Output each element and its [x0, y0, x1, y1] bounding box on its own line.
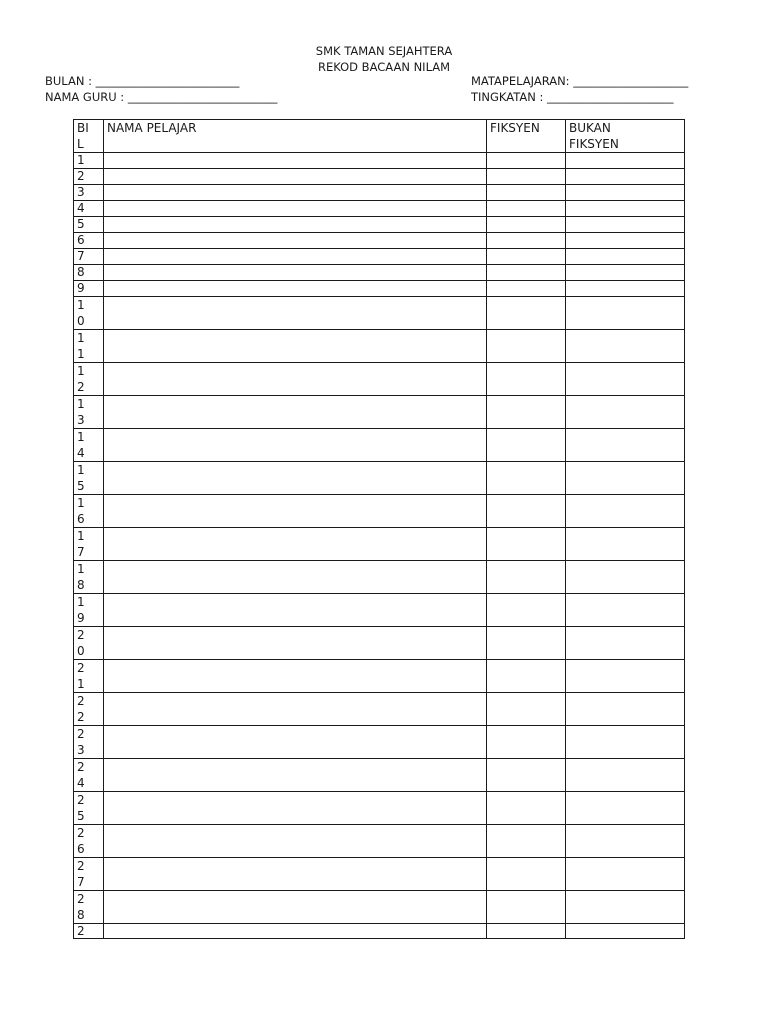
- nama-pelajar-cell[interactable]: [104, 201, 487, 217]
- nama-pelajar-cell[interactable]: [104, 594, 487, 627]
- bukan-fiksyen-cell[interactable]: [566, 627, 685, 660]
- bil-cell: [74, 924, 104, 939]
- nama-pelajar-cell[interactable]: [104, 185, 487, 201]
- bil-cell: [74, 185, 104, 201]
- bukan-fiksyen-cell[interactable]: [566, 660, 685, 693]
- bukan-fiksyen-cell[interactable]: [566, 153, 685, 169]
- nama-pelajar-cell[interactable]: [104, 792, 487, 825]
- bil-digit-1: 1: [77, 595, 85, 609]
- bil-digit-2: 6: [77, 842, 85, 856]
- fiksyen-cell[interactable]: [487, 495, 566, 528]
- nama-pelajar-cell[interactable]: [104, 217, 487, 233]
- header-bil-line2: L: [77, 137, 84, 151]
- bil-digit-1: 1: [77, 397, 85, 411]
- bil-digit-1: 1: [77, 364, 85, 378]
- bukan-fiksyen-cell[interactable]: [566, 169, 685, 185]
- reading-record-table: [73, 119, 685, 939]
- bukan-fiksyen-cell[interactable]: [566, 792, 685, 825]
- bukan-fiksyen-cell[interactable]: [566, 265, 685, 281]
- table-row: [74, 249, 685, 265]
- bil-cell: [74, 330, 104, 363]
- nama-pelajar-cell[interactable]: [104, 169, 487, 185]
- nama-pelajar-cell[interactable]: [104, 759, 487, 792]
- nama-pelajar-cell[interactable]: [104, 891, 487, 924]
- fiksyen-cell[interactable]: [487, 363, 566, 396]
- bil-digit-2: 1: [77, 347, 85, 361]
- bil-cell: [74, 249, 104, 265]
- bukan-fiksyen-cell[interactable]: [566, 217, 685, 233]
- bil-cell: [74, 281, 104, 297]
- bil-cell: [74, 217, 104, 233]
- bukan-fiksyen-cell[interactable]: [566, 462, 685, 495]
- header-nama-pelajar: [104, 120, 487, 153]
- nama-pelajar-cell[interactable]: [104, 363, 487, 396]
- fiksyen-cell[interactable]: [487, 924, 566, 939]
- table-row: [74, 528, 685, 561]
- table-row: [74, 792, 685, 825]
- bil-digit-1: 1: [77, 463, 85, 477]
- bil-cell: [74, 891, 104, 924]
- table-row: [74, 233, 685, 249]
- bil-digit-2: 2: [77, 710, 85, 724]
- bil-cell: [74, 759, 104, 792]
- bil-cell: [74, 233, 104, 249]
- table-row: [74, 495, 685, 528]
- fiksyen-cell[interactable]: [487, 265, 566, 281]
- bil-digit-2: 4: [77, 446, 85, 460]
- bil-digit-1: 2: [77, 694, 85, 708]
- bil-digit-1: 3: [77, 185, 85, 199]
- table-row: [74, 858, 685, 891]
- nama-pelajar-cell[interactable]: [104, 858, 487, 891]
- bil-digit-1: 1: [77, 562, 85, 576]
- bukan-fiksyen-cell[interactable]: [566, 201, 685, 217]
- table-row: [74, 693, 685, 726]
- table-row: [74, 217, 685, 233]
- fiksyen-cell[interactable]: [487, 297, 566, 330]
- bil-digit-2: 0: [77, 644, 85, 658]
- bil-digit-2: 8: [77, 908, 85, 922]
- bil-cell: [74, 153, 104, 169]
- table-row: [74, 759, 685, 792]
- bukan-fiksyen-cell[interactable]: [566, 396, 685, 429]
- bukan-fiksyen-cell[interactable]: [566, 249, 685, 265]
- table-row: [74, 660, 685, 693]
- header-fiksyen: [487, 120, 566, 153]
- bil-digit-1: 9: [77, 281, 85, 295]
- bil-digit-1: 1: [77, 529, 85, 543]
- header-bukan-line1: BUKAN: [569, 121, 611, 135]
- fiksyen-cell[interactable]: [487, 429, 566, 462]
- fiksyen-cell[interactable]: [487, 792, 566, 825]
- bil-digit-1: 2: [77, 826, 85, 840]
- bil-digit-1: 7: [77, 249, 85, 263]
- bil-digit-1: 2: [77, 924, 85, 938]
- bil-cell: [74, 429, 104, 462]
- fiksyen-cell[interactable]: [487, 281, 566, 297]
- nama-pelajar-cell[interactable]: [104, 495, 487, 528]
- table-row: [74, 429, 685, 462]
- bil-cell: [74, 561, 104, 594]
- bil-digit-2: 6: [77, 512, 85, 526]
- bil-cell: [74, 363, 104, 396]
- table-row: [74, 201, 685, 217]
- nama-pelajar-cell[interactable]: [104, 281, 487, 297]
- nama-pelajar-cell[interactable]: [104, 660, 487, 693]
- table-header-row: [74, 120, 685, 153]
- bukan-fiksyen-cell[interactable]: [566, 297, 685, 330]
- bil-digit-1: 2: [77, 661, 85, 675]
- table-row: [74, 297, 685, 330]
- bulan-field: BULAN : _________________________: [45, 74, 240, 88]
- bukan-fiksyen-cell[interactable]: [566, 726, 685, 759]
- bil-cell: [74, 169, 104, 185]
- table-row: [74, 825, 685, 858]
- bil-digit-1: 2: [77, 892, 85, 906]
- fiksyen-cell[interactable]: [487, 825, 566, 858]
- bil-digit-1: 8: [77, 265, 85, 279]
- bil-cell: [74, 660, 104, 693]
- bil-digit-2: 5: [77, 479, 85, 493]
- table-row: [74, 363, 685, 396]
- table-row: [74, 265, 685, 281]
- header-bukan-line2: FIKSYEN: [569, 137, 619, 151]
- bukan-fiksyen-cell[interactable]: [566, 891, 685, 924]
- bil-digit-1: 6: [77, 233, 85, 247]
- bil-digit-1: 5: [77, 217, 85, 231]
- nama-pelajar-cell[interactable]: [104, 153, 487, 169]
- nama-pelajar-cell[interactable]: [104, 627, 487, 660]
- bukan-fiksyen-cell[interactable]: [566, 858, 685, 891]
- fiksyen-cell[interactable]: [487, 217, 566, 233]
- bil-cell: [74, 297, 104, 330]
- table-row: [74, 281, 685, 297]
- bil-cell: [74, 201, 104, 217]
- table-row: [74, 396, 685, 429]
- fiksyen-cell[interactable]: [487, 891, 566, 924]
- header-bil: [74, 120, 104, 153]
- bil-digit-2: 1: [77, 677, 85, 691]
- nama-pelajar-cell[interactable]: [104, 726, 487, 759]
- nama-pelajar-cell[interactable]: [104, 462, 487, 495]
- bukan-fiksyen-cell[interactable]: [566, 693, 685, 726]
- bukan-fiksyen-cell[interactable]: [566, 281, 685, 297]
- bil-digit-2: 3: [77, 743, 85, 757]
- nama-pelajar-cell[interactable]: [104, 924, 487, 939]
- header-fiksyen-label: FIKSYEN: [490, 121, 540, 135]
- matapelajaran-field: MATAPELAJARAN: ____________________: [471, 74, 689, 88]
- fiksyen-cell[interactable]: [487, 594, 566, 627]
- bil-digit-2: 7: [77, 875, 85, 889]
- bil-digit-1: 2: [77, 859, 85, 873]
- nama-pelajar-cell[interactable]: [104, 330, 487, 363]
- bil-cell: [74, 265, 104, 281]
- bil-digit-1: 1: [77, 496, 85, 510]
- nama-pelajar-cell[interactable]: [104, 297, 487, 330]
- bukan-fiksyen-cell[interactable]: [566, 528, 685, 561]
- bukan-fiksyen-cell[interactable]: [566, 330, 685, 363]
- nama-pelajar-cell[interactable]: [104, 825, 487, 858]
- fiksyen-cell[interactable]: [487, 153, 566, 169]
- fiksyen-cell[interactable]: [487, 693, 566, 726]
- nama-pelajar-cell[interactable]: [104, 528, 487, 561]
- table-row: [74, 726, 685, 759]
- bil-digit-1: 2: [77, 727, 85, 741]
- bil-digit-1: 2: [77, 169, 85, 183]
- table-row: [74, 462, 685, 495]
- tingkatan-field: TINGKATAN : ______________________: [471, 90, 674, 104]
- fiksyen-cell[interactable]: [487, 528, 566, 561]
- fiksyen-cell[interactable]: [487, 627, 566, 660]
- nama-pelajar-cell[interactable]: [104, 561, 487, 594]
- bil-digit-1: 1: [77, 331, 85, 345]
- header-bil-line1: BI: [77, 121, 89, 135]
- nama-pelajar-cell[interactable]: [104, 693, 487, 726]
- bil-cell: [74, 495, 104, 528]
- fiksyen-cell[interactable]: [487, 233, 566, 249]
- fiksyen-cell[interactable]: [487, 201, 566, 217]
- bukan-fiksyen-cell[interactable]: [566, 185, 685, 201]
- bil-digit-1: 4: [77, 201, 85, 215]
- fiksyen-cell[interactable]: [487, 249, 566, 265]
- bukan-fiksyen-cell[interactable]: [566, 363, 685, 396]
- table-row: [74, 561, 685, 594]
- bil-cell: [74, 462, 104, 495]
- bil-digit-2: 7: [77, 545, 85, 559]
- table-row: [74, 330, 685, 363]
- table-row: [74, 153, 685, 169]
- bil-digit-1: 2: [77, 760, 85, 774]
- bil-digit-2: 2: [77, 380, 85, 394]
- bukan-fiksyen-cell[interactable]: [566, 495, 685, 528]
- bil-cell: [74, 693, 104, 726]
- bil-cell: [74, 825, 104, 858]
- bil-digit-2: 8: [77, 578, 85, 592]
- table-row: [74, 185, 685, 201]
- bukan-fiksyen-cell[interactable]: [566, 759, 685, 792]
- header-nama-label: NAMA PELAJAR: [107, 121, 197, 135]
- fiksyen-cell[interactable]: [487, 759, 566, 792]
- bil-cell: [74, 396, 104, 429]
- bil-cell: [74, 858, 104, 891]
- nama-pelajar-cell[interactable]: [104, 429, 487, 462]
- bil-digit-2: 3: [77, 413, 85, 427]
- fiksyen-cell[interactable]: [487, 660, 566, 693]
- nama-pelajar-cell[interactable]: [104, 265, 487, 281]
- bil-cell: [74, 594, 104, 627]
- bil-digit-2: 0: [77, 314, 85, 328]
- bil-digit-1: 2: [77, 628, 85, 642]
- fiksyen-cell[interactable]: [487, 330, 566, 363]
- bukan-fiksyen-cell[interactable]: [566, 233, 685, 249]
- nama-guru-field: NAMA GURU : __________________________: [45, 90, 278, 104]
- bil-cell: [74, 528, 104, 561]
- bil-cell: [74, 726, 104, 759]
- bukan-fiksyen-cell[interactable]: [566, 594, 685, 627]
- form-title: REKOD BACAAN NILAM: [317, 60, 451, 74]
- table-row: [74, 169, 685, 185]
- bil-digit-2: 9: [77, 611, 85, 625]
- nama-pelajar-cell[interactable]: [104, 233, 487, 249]
- school-name: SMK TAMAN SEJAHTERA: [315, 44, 453, 58]
- nama-pelajar-cell[interactable]: [104, 249, 487, 265]
- nama-pelajar-cell[interactable]: [104, 396, 487, 429]
- table-row: [74, 924, 685, 939]
- header-bukan-fiksyen: [566, 120, 685, 153]
- table-row: [74, 594, 685, 627]
- bukan-fiksyen-cell[interactable]: [566, 924, 685, 939]
- table-row: [74, 891, 685, 924]
- fiksyen-cell[interactable]: [487, 462, 566, 495]
- bukan-fiksyen-cell[interactable]: [566, 561, 685, 594]
- bil-digit-2: 4: [77, 776, 85, 790]
- bil-digit-2: 5: [77, 809, 85, 823]
- bukan-fiksyen-cell[interactable]: [566, 825, 685, 858]
- bil-cell: [74, 627, 104, 660]
- fiksyen-cell[interactable]: [487, 561, 566, 594]
- fiksyen-cell[interactable]: [487, 169, 566, 185]
- bil-digit-1: 1: [77, 153, 85, 167]
- bil-digit-1: 1: [77, 298, 85, 312]
- fiksyen-cell[interactable]: [487, 726, 566, 759]
- table-row: [74, 627, 685, 660]
- bil-digit-1: 1: [77, 430, 85, 444]
- bil-cell: [74, 792, 104, 825]
- fiksyen-cell[interactable]: [487, 858, 566, 891]
- bil-digit-1: 2: [77, 793, 85, 807]
- fiksyen-cell[interactable]: [487, 396, 566, 429]
- bukan-fiksyen-cell[interactable]: [566, 429, 685, 462]
- fiksyen-cell[interactable]: [487, 185, 566, 201]
